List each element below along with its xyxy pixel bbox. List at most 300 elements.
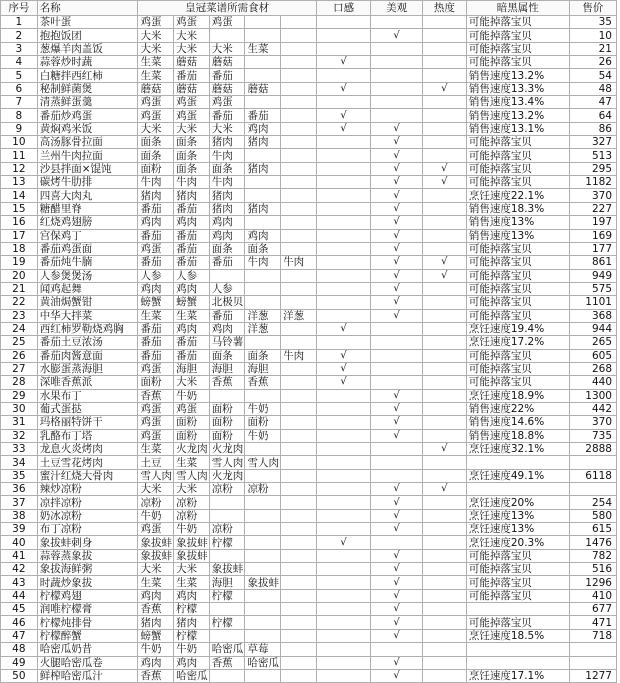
cell-ingredient [281, 69, 317, 82]
cell-attr: 烹饪速度22.1% [466, 189, 569, 202]
cell-ingredient: 番茄 [174, 69, 210, 82]
cell-no: 2 [1, 29, 38, 42]
cell-taste [316, 216, 371, 229]
table-row [1, 443, 617, 456]
cell-attr: 烹饪速度13% [466, 509, 569, 522]
table-row [1, 376, 617, 389]
cell-no: 14 [1, 189, 38, 202]
cell-price: 265 [569, 336, 616, 349]
cell-price: 197 [569, 216, 616, 229]
cell-ingredient: 大米 [138, 122, 174, 135]
table-row [1, 362, 617, 375]
cell-look: √ [371, 136, 422, 149]
cell-name: 时蔬炒象拔 [37, 576, 138, 589]
cell-attr: 可能掉落宝贝 [466, 242, 569, 255]
cell-no: 4 [1, 56, 38, 69]
cell-ingredient: 雪人肉 [209, 456, 245, 469]
cell-look: √ [371, 656, 422, 669]
cell-ingredient [209, 509, 245, 522]
cell-ingredient: 牛肉 [281, 349, 317, 362]
cell-attr: 销售速度13.2% [466, 69, 569, 82]
cell-ingredient: 凉粉 [174, 509, 210, 522]
cell-heat [422, 416, 466, 429]
cell-name: 水膨蛋蒸海胆 [37, 362, 138, 375]
cell-ingredient: 蘑菇 [209, 56, 245, 69]
cell-ingredient: 哈密瓜 [174, 669, 210, 682]
cell-ingredient: 鸡蛋 [174, 16, 210, 29]
cell-heat [422, 456, 466, 469]
cell-taste [316, 389, 371, 402]
cell-look: √ [371, 589, 422, 602]
cell-look [371, 456, 422, 469]
cell-ingredient: 鸡蛋 [138, 96, 174, 109]
cell-price: 1182 [569, 176, 616, 189]
cell-price: 615 [569, 523, 616, 536]
cell-ingredient: 猪肉 [245, 162, 281, 175]
cell-ingredient: 面粉 [138, 376, 174, 389]
cell-heat [422, 96, 466, 109]
cell-price: 64 [569, 109, 616, 122]
cell-name: 白糖拌西红柿 [37, 69, 138, 82]
cell-name: 玛格丽特饼干 [37, 416, 138, 429]
cell-ingredient: 牛肉 [245, 256, 281, 269]
cell-price: 605 [569, 349, 616, 362]
cell-ingredient [281, 149, 317, 162]
cell-ingredient: 大米 [174, 483, 210, 496]
cell-heat [422, 216, 466, 229]
cell-price: 1476 [569, 536, 616, 549]
cell-attr: 烹饪速度20% [466, 496, 569, 509]
cell-ingredient [245, 496, 281, 509]
cell-attr: 销售速度18.3% [466, 202, 569, 215]
cell-ingredient [209, 496, 245, 509]
cell-no: 46 [1, 616, 38, 629]
cell-price: 735 [569, 429, 616, 442]
table-row [1, 176, 617, 189]
cell-ingredient: 人参 [174, 269, 210, 282]
cell-heat [422, 402, 466, 415]
cell-ingredient: 生菜 [174, 309, 210, 322]
cell-name: 凉拌凉粉 [37, 496, 138, 509]
cell-heat [422, 296, 466, 309]
cell-ingredient: 海胆 [245, 362, 281, 375]
cell-ingredient [245, 603, 281, 616]
cell-ingredient: 鸡肉 [209, 229, 245, 242]
cell-look: √ [371, 122, 422, 135]
cell-ingredient [281, 402, 317, 415]
cell-no: 3 [1, 42, 38, 55]
cell-price: 268 [569, 362, 616, 375]
cell-ingredient [281, 216, 317, 229]
header-ingredients: 皇冠菜谱所需食材 [138, 1, 316, 16]
cell-heat [422, 136, 466, 149]
cell-ingredient: 凉粉 [174, 496, 210, 509]
cell-ingredient: 鸡肉 [245, 229, 281, 242]
cell-ingredient: 面条 [138, 136, 174, 149]
cell-attr: 可能掉落宝贝 [466, 256, 569, 269]
cell-price: 368 [569, 309, 616, 322]
cell-ingredient [245, 149, 281, 162]
cell-ingredient: 番茄 [138, 322, 174, 335]
cell-ingredient: 鸡蛋 [174, 109, 210, 122]
cell-look [371, 443, 422, 456]
cell-no: 6 [1, 82, 38, 95]
cell-taste [316, 496, 371, 509]
cell-taste: √ [316, 536, 371, 549]
cell-no: 29 [1, 389, 38, 402]
cell-taste [316, 16, 371, 29]
cell-ingredient: 鸡蛋 [138, 402, 174, 415]
cell-no: 17 [1, 229, 38, 242]
cell-ingredient: 哈密瓜 [209, 643, 245, 656]
cell-ingredient: 香蕉 [209, 656, 245, 669]
cell-price: 370 [569, 416, 616, 429]
cell-price: 169 [569, 229, 616, 242]
cell-name: 火腿哈密瓜卷 [37, 656, 138, 669]
cell-ingredient: 番茄 [174, 229, 210, 242]
cell-taste [316, 162, 371, 175]
cell-ingredient: 北极贝 [209, 296, 245, 309]
cell-name: 西红柿罗勒烧鸡胸 [37, 322, 138, 335]
cell-look [371, 376, 422, 389]
cell-price: 295 [569, 162, 616, 175]
cell-taste [316, 576, 371, 589]
header-name: 名称 [37, 1, 138, 16]
cell-ingredient [281, 483, 317, 496]
cell-ingredient: 大米 [209, 122, 245, 135]
cell-attr: 销售速度14.6% [466, 416, 569, 429]
cell-heat [422, 56, 466, 69]
cell-look [371, 42, 422, 55]
cell-ingredient: 象拔蚌 [209, 563, 245, 576]
cell-ingredient: 牛奶 [138, 509, 174, 522]
cell-taste [316, 402, 371, 415]
cell-ingredient [281, 82, 317, 95]
cell-ingredient: 火龙肉 [209, 469, 245, 482]
cell-no: 27 [1, 362, 38, 375]
cell-ingredient: 象拔蚌 [138, 549, 174, 562]
cell-price: 575 [569, 282, 616, 295]
cell-price: 677 [569, 603, 616, 616]
cell-taste [316, 229, 371, 242]
cell-ingredient [281, 336, 317, 349]
cell-ingredient: 凉粉 [138, 496, 174, 509]
cell-ingredient: 生菜 [138, 576, 174, 589]
cell-ingredient: 面粉 [245, 416, 281, 429]
table-row [1, 589, 617, 602]
cell-ingredient: 面粉 [138, 162, 174, 175]
cell-heat: √ [422, 443, 466, 456]
cell-ingredient [245, 443, 281, 456]
cell-heat [422, 576, 466, 589]
cell-ingredient: 生菜 [174, 576, 210, 589]
table-row [1, 549, 617, 562]
cell-ingredient: 蘑菇 [245, 82, 281, 95]
cell-no: 49 [1, 656, 38, 669]
table-row [1, 416, 617, 429]
cell-heat [422, 362, 466, 375]
cell-ingredient: 鸡肉 [174, 216, 210, 229]
cell-price: 370 [569, 189, 616, 202]
cell-ingredient: 面粉 [174, 429, 210, 442]
cell-ingredient [281, 202, 317, 215]
header-price: 售价 [569, 1, 616, 16]
cell-ingredient [245, 296, 281, 309]
cell-attr: 烹饪速度19.4% [466, 322, 569, 335]
table-row [1, 402, 617, 415]
cell-ingredient: 鸡肉 [138, 589, 174, 602]
cell-heat [422, 376, 466, 389]
cell-look: √ [371, 629, 422, 642]
cell-no: 32 [1, 429, 38, 442]
cell-ingredient: 牛奶 [174, 523, 210, 536]
cell-attr: 可能掉落宝贝 [466, 29, 569, 42]
cell-ingredient [209, 603, 245, 616]
cell-taste: √ [316, 82, 371, 95]
cell-taste [316, 549, 371, 562]
cell-heat [422, 189, 466, 202]
cell-look: √ [371, 483, 422, 496]
cell-ingredient: 面粉 [209, 429, 245, 442]
cell-name: 人参煲煲汤 [37, 269, 138, 282]
cell-price: 944 [569, 322, 616, 335]
cell-ingredient: 鸡肉 [209, 216, 245, 229]
cell-ingredient: 面条 [245, 349, 281, 362]
cell-ingredient: 象拔蚌 [245, 576, 281, 589]
cell-look: √ [371, 549, 422, 562]
cell-ingredient: 面粉 [209, 402, 245, 415]
cell-ingredient: 鸡肉 [174, 322, 210, 335]
cell-taste [316, 469, 371, 482]
table-row [1, 336, 617, 349]
table-row [1, 456, 617, 469]
cell-price: 10 [569, 29, 616, 42]
cell-ingredient: 鸡蛋 [209, 16, 245, 29]
cell-ingredient: 鸡蛋 [209, 96, 245, 109]
cell-ingredient [281, 416, 317, 429]
cell-no: 15 [1, 202, 38, 215]
cell-name: 闻鸡起舞 [37, 282, 138, 295]
cell-no: 13 [1, 176, 38, 189]
cell-ingredient: 猪肉 [245, 136, 281, 149]
cell-name: 清蒸鲜蛋羹 [37, 96, 138, 109]
cell-ingredient [281, 616, 317, 629]
cell-price: 54 [569, 69, 616, 82]
cell-ingredient [245, 669, 281, 682]
cell-price [569, 456, 616, 469]
cell-look: √ [371, 402, 422, 415]
table-row [1, 523, 617, 536]
cell-ingredient [281, 456, 317, 469]
cell-no: 37 [1, 496, 38, 509]
cell-ingredient: 生菜 [138, 69, 174, 82]
cell-no: 42 [1, 563, 38, 576]
cell-no: 26 [1, 349, 38, 362]
cell-ingredient: 牛奶 [174, 643, 210, 656]
cell-look [371, 536, 422, 549]
cell-ingredient [281, 176, 317, 189]
cell-heat: √ [422, 256, 466, 269]
cell-taste [316, 483, 371, 496]
table-row [1, 656, 617, 669]
cell-ingredient [281, 16, 317, 29]
cell-taste [316, 643, 371, 656]
cell-ingredient: 螃蟹 [174, 296, 210, 309]
cell-taste [316, 429, 371, 442]
cell-heat [422, 149, 466, 162]
cell-ingredient [245, 589, 281, 602]
cell-attr: 销售速度13.3% [466, 82, 569, 95]
cell-look [371, 362, 422, 375]
cell-attr: 可能掉落宝贝 [466, 162, 569, 175]
cell-attr: 可能掉落宝贝 [466, 296, 569, 309]
cell-heat [422, 429, 466, 442]
cell-name: 深唯香蕉派 [37, 376, 138, 389]
cell-no: 19 [1, 256, 38, 269]
cell-taste [316, 509, 371, 522]
cell-look: √ [371, 176, 422, 189]
cell-ingredient [281, 509, 317, 522]
cell-ingredient: 牛奶 [245, 429, 281, 442]
cell-ingredient: 番茄 [245, 109, 281, 122]
cell-no: 31 [1, 416, 38, 429]
cell-ingredient: 雪人肉 [245, 456, 281, 469]
cell-no: 33 [1, 443, 38, 456]
cell-ingredient [281, 296, 317, 309]
cell-attr: 可能掉落宝贝 [466, 42, 569, 55]
cell-ingredient: 猪肉 [209, 136, 245, 149]
cell-ingredient: 凉粉 [245, 483, 281, 496]
table-row [1, 229, 617, 242]
table-row [1, 669, 617, 682]
cell-ingredient: 生菜 [245, 42, 281, 55]
cell-name: 番茄肉酱意面 [37, 349, 138, 362]
cell-no: 10 [1, 136, 38, 149]
cell-no: 45 [1, 603, 38, 616]
cell-ingredient [245, 509, 281, 522]
cell-ingredient [245, 176, 281, 189]
cell-no: 43 [1, 576, 38, 589]
cell-ingredient [281, 136, 317, 149]
cell-ingredient [245, 29, 281, 42]
cell-heat [422, 469, 466, 482]
cell-attr: 烹饪速度49.1% [466, 469, 569, 482]
cell-name: 土豆雪花烤肉 [37, 456, 138, 469]
cell-taste [316, 336, 371, 349]
cell-name: 沙县拌面×馄饨 [37, 162, 138, 175]
cell-attr: 销售速度13.1% [466, 122, 569, 135]
cell-ingredient: 土豆 [138, 456, 174, 469]
cell-ingredient: 鸡肉 [174, 656, 210, 669]
cell-no: 28 [1, 376, 38, 389]
cell-price: 177 [569, 242, 616, 255]
cell-name: 象拔蚌刺身 [37, 536, 138, 549]
cell-heat [422, 549, 466, 562]
cell-ingredient: 香蕉 [209, 376, 245, 389]
header-row [1, 1, 617, 16]
cell-ingredient [245, 282, 281, 295]
cell-ingredient: 雪人肉 [138, 469, 174, 482]
table-row [1, 469, 617, 482]
cell-ingredient [209, 629, 245, 642]
cell-heat: √ [422, 162, 466, 175]
cell-attr: 可能掉落宝贝 [466, 176, 569, 189]
cell-attr: 可能掉落宝贝 [466, 549, 569, 562]
cell-name: 番茄土豆浓汤 [37, 336, 138, 349]
cell-ingredient: 柠檬 [174, 629, 210, 642]
cell-ingredient: 人参 [209, 282, 245, 295]
cell-ingredient: 鸡肉 [138, 656, 174, 669]
cell-name: 水果布丁 [37, 389, 138, 402]
cell-look [371, 56, 422, 69]
table-row [1, 109, 617, 122]
table-row [1, 616, 617, 629]
cell-ingredient: 凉粉 [209, 483, 245, 496]
cell-heat: √ [422, 269, 466, 282]
cell-heat: √ [422, 82, 466, 95]
cell-taste: √ [316, 122, 371, 135]
cell-ingredient: 面条 [138, 149, 174, 162]
cell-look: √ [371, 149, 422, 162]
cell-ingredient: 牛肉 [138, 176, 174, 189]
cell-attr [466, 656, 569, 669]
cell-taste [316, 189, 371, 202]
cell-ingredient: 牛肉 [281, 256, 317, 269]
cell-price: 48 [569, 82, 616, 95]
cell-ingredient: 番茄 [138, 229, 174, 242]
cell-ingredient: 生菜 [138, 309, 174, 322]
table-row [1, 202, 617, 215]
cell-heat [422, 563, 466, 576]
cell-ingredient [281, 389, 317, 402]
cell-ingredient: 柠檬 [209, 589, 245, 602]
cell-no: 11 [1, 149, 38, 162]
cell-taste [316, 202, 371, 215]
cell-ingredient: 番茄 [174, 202, 210, 215]
cell-no: 12 [1, 162, 38, 175]
cell-attr: 可能掉落宝贝 [466, 136, 569, 149]
cell-heat [422, 122, 466, 135]
cell-ingredient: 鸡蛋 [138, 429, 174, 442]
cell-ingredient: 牛肉 [174, 176, 210, 189]
cell-ingredient: 面条 [209, 162, 245, 175]
cell-name: 布丁凉粉 [37, 523, 138, 536]
cell-ingredient [281, 362, 317, 375]
cell-taste [316, 616, 371, 629]
cell-price: 580 [569, 509, 616, 522]
table-row [1, 349, 617, 362]
cell-ingredient: 牛奶 [138, 643, 174, 656]
cell-look [371, 82, 422, 95]
cell-ingredient: 螃蟹 [138, 296, 174, 309]
cell-ingredient: 人参 [138, 269, 174, 282]
cell-price: 410 [569, 589, 616, 602]
cell-look: √ [371, 202, 422, 215]
cell-ingredient: 香蕉 [138, 669, 174, 682]
cell-no: 35 [1, 469, 38, 482]
cell-no: 16 [1, 216, 38, 229]
cell-ingredient: 猪肉 [174, 616, 210, 629]
cell-name: 中华大拌菜 [37, 309, 138, 322]
header-look: 美观 [371, 1, 422, 16]
cell-ingredient: 番茄 [138, 202, 174, 215]
table-row [1, 322, 617, 335]
table-row [1, 643, 617, 656]
cell-price: 86 [569, 122, 616, 135]
cell-look: √ [371, 496, 422, 509]
cell-ingredient: 柠檬 [209, 616, 245, 629]
cell-heat [422, 656, 466, 669]
